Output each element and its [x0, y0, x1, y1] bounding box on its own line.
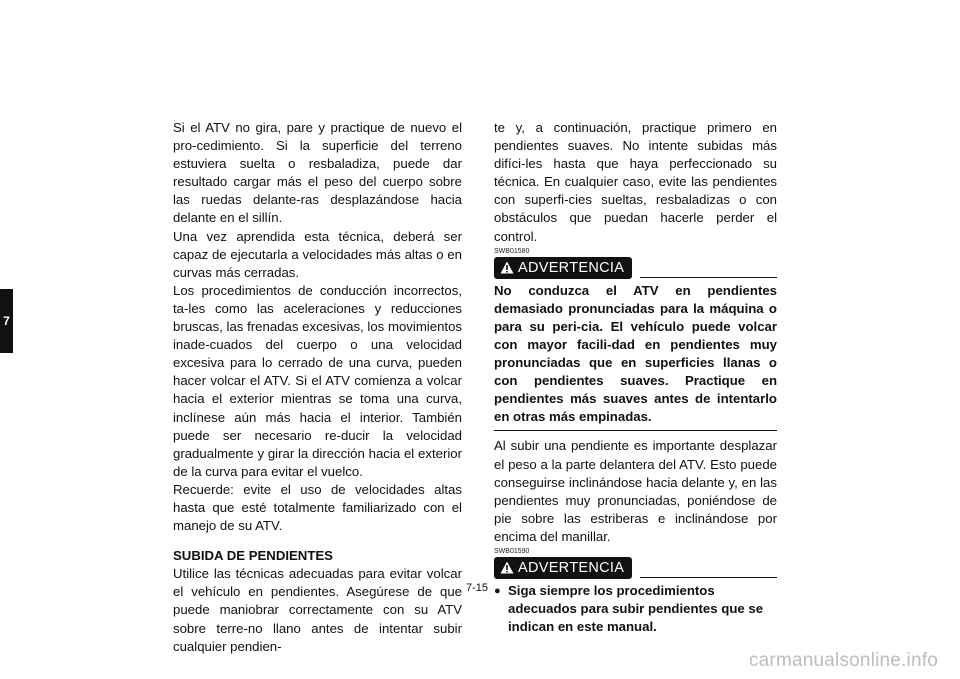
warning-label: ADVERTENCIA	[518, 259, 625, 276]
divider	[640, 277, 777, 278]
section-heading: SUBIDA DE PENDIENTES	[173, 548, 333, 564]
paragraph: Recuerde: evite el uso de velocidades altas hasta que esté totalmente familiarizado con el manejo de su ATV.	[173, 481, 462, 534]
warning-header	[494, 257, 777, 279]
divider	[494, 430, 777, 431]
watermark: carmanualsonline.info	[748, 650, 938, 671]
left-column	[173, 119, 462, 656]
paragraph: Una vez aprendida esta técnica, deberá ser capaz de ejecutarla a velocidades más altas o en curvas más cerradas.	[173, 228, 462, 280]
paragraph: Los procedimientos de conducción incorrectos, ta-les como las aceleraciones y reducciones bruscas, las frenadas excesivas, los movimientos inade-cuados del cuerpo o una velocidad excesiva para lo cerrado de una curva, pueden hacer volcar el ATV. Si el ATV comienza a volcar hacia el exterior mientras se toma una curva, inclínese aún más hacia el interior. También puede ser necesario re-ducir la velocidad gradualmente y girar la dirección hacia el exterior de la curva para evitar el vuelco.	[173, 282, 462, 479]
chapter-tab: 7	[0, 289, 13, 353]
warning-badge	[494, 257, 632, 279]
paragraph: te y, a continuación, practique primero en pendientes suaves. No intente subidas más difíci-les hasta que haya perfeccionado su técnica. En cualquier caso, evite las pendientes con superfi-cies sueltas, resbaladizas o con obstáculos que puedan hacerle perder el control.	[494, 120, 777, 244]
warning-code: SWB01580	[494, 247, 530, 255]
paragraph: Si el ATV no gira, pare y practique de nuevo el pro-cedimiento. Si la superficie del terreno estuviera suelta o resbaladiza, puede dar resultado cargar más el peso del cuerpo sobre las ruedas delante-ras desplazándose hacia delante en el sillín.	[173, 120, 462, 226]
divider	[640, 577, 777, 578]
bullet-text: Siga siempre los procedimientos adecuados para subir pendientes que se indican en este manual.	[508, 582, 764, 635]
bullet-icon: ●	[494, 584, 501, 597]
right-column	[494, 119, 777, 636]
warning-label: ADVERTENCIA	[518, 559, 625, 576]
list-item	[494, 582, 777, 636]
warning-text: No conduzca el ATV en pendientes demasiado pronunciadas para la máquina o para su peri-cia. El vehículo puede volcar con mayor facili-dad en pendientes muy pronunciadas que en superficies llanas o con pendientes suaves. Practique en pendientes más suaves antes de intentarlo en otras más empinadas.	[494, 282, 777, 425]
paragraph: Utilice las técnicas adecuadas para evitar volcar el vehículo en pendientes. Asegúrese de que puede maniobrar correctamente con su ATV sobre terre-no llano antes de intentar subir cualquier pendien-	[173, 566, 462, 654]
warning-code: SWB01590	[494, 547, 530, 555]
paragraph: Al subir una pendiente es importante desplazar el peso a la parte delantera del ATV. Esto puede conseguirse inclinándose hacia delante y, en las pendientes muy pronunciadas, poniéndose de pie sobre las estriberas e inclinándose por encima del manillar.	[494, 438, 777, 544]
warning-header	[494, 557, 777, 579]
warning-triangle-icon	[500, 561, 514, 574]
warning-badge	[494, 557, 632, 579]
page-number: 7-15	[466, 582, 489, 594]
warning-triangle-icon	[500, 261, 514, 274]
